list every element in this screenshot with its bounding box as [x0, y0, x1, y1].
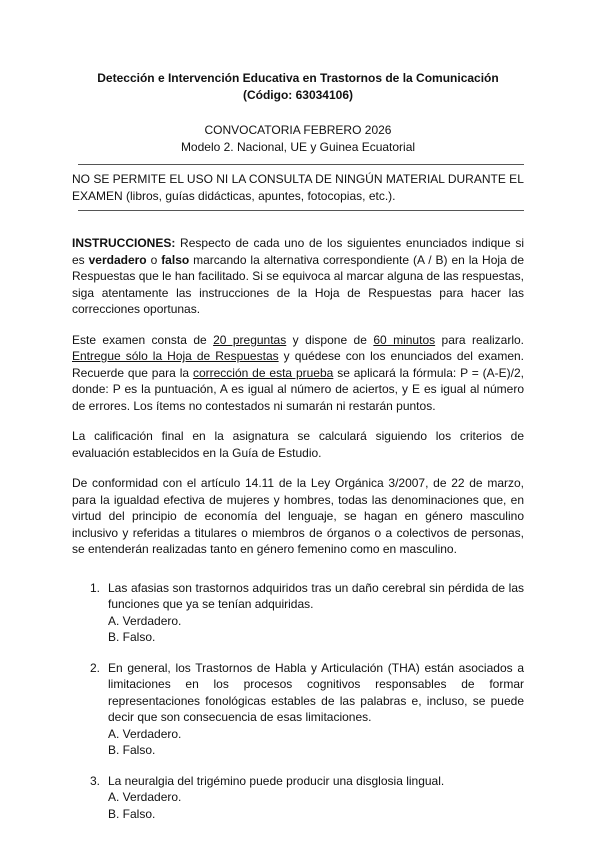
modelo-text: Modelo 2. Nacional, UE y Guinea Ecuatorial [180, 140, 416, 154]
exam-info-text-4: y quédese con los enunciados del examen. Recuerde que para la [72, 349, 525, 380]
question-item [90, 580, 524, 646]
instructions-text-1: Respecto de cada uno de los siguientes enunciados indique si es [72, 236, 524, 267]
correction-note: corrección de esta prueba [192, 365, 334, 380]
verdadero-word: verdadero [88, 252, 147, 267]
question-number: 2. [90, 660, 101, 675]
question-number: 1. [90, 580, 101, 595]
falso-word: falso [161, 252, 190, 267]
instructions-text-2: o [146, 252, 162, 267]
exam-info-text-5: se aplicará la fórmula: P = (A-E)/2, donde: P es la puntuación, A es igual al número de aciertos, y E es igual al número de errores. Los ítems no contestados ni sumarán ni restarán puntos. [72, 365, 525, 413]
option-b: B. Falso. [108, 743, 156, 757]
convocatoria-text: CONVOCATORIA FEBRERO 2026 [204, 123, 392, 137]
exam-title [72, 70, 524, 104]
question-text: La neuralgia del trigémino puede producir una disglosia lingual. [108, 773, 445, 788]
course-code: (Código: 63034106) [242, 88, 354, 102]
question-body [108, 773, 524, 823]
option-b: B. Falso. [108, 630, 156, 644]
exam-info-text-1: Este examen consta de [72, 332, 214, 347]
question-text: En general, los Trastornos de Habla y Articulación (THA) están asociados a limitaciones en los procesos cognitivos responsables de formar representaciones fonológicas estables de las palabras e, incluso, se puede decir que son consecuencia de esas limitaciones. [108, 660, 524, 724]
grading-paragraph: La calificación final en la asignatura se calculará siguiendo los criterios de evaluación establecidos en la Guía de Estudio. [72, 429, 524, 460]
exam-info-text-3: para realizarlo. [435, 332, 525, 347]
legal-paragraph: De conformidad con el artículo 14.11 de la Ley Orgánica 3/2007, de 22 de marzo, para la igualdad efectiva de mujeres y hombres, todas las denominaciones que, en virtud del principio de economía del lenguaje, se hagan en género masculino inclusivo y referidas a titulares o miembros de órganos o a colectivos de personas, se entenderán realizadas tanto en género femenino como en masculino. [72, 476, 524, 556]
question-item [90, 660, 524, 759]
option-b: B. Falso. [108, 806, 156, 821]
exam-info-paragraph [72, 332, 524, 415]
question-item [90, 773, 524, 823]
question-body [108, 580, 524, 646]
instructions-paragraph [72, 235, 524, 318]
divider-bottom [78, 210, 524, 211]
question-count: 20 preguntas [213, 332, 287, 347]
option-a: A. Verdadero. [108, 726, 182, 741]
course-title: Detección e Intervención Educativa en Trastornos de la Comunicación [97, 71, 499, 85]
option-a: A. Verdadero. [108, 613, 182, 628]
exam-info-text-2: y dispone de [286, 332, 374, 347]
divider-top [78, 164, 524, 165]
time-limit: 60 minutos [373, 332, 436, 347]
question-text: Las afasias son trastornos adquiridos tras un daño cerebral sin pérdida de las funciones que ya se tenían adquiridas. [108, 580, 524, 611]
option-a: A. Verdadero. [108, 790, 182, 804]
question-list [72, 580, 524, 823]
exam-session [72, 122, 524, 156]
instructions-label: INSTRUCCIONES: [72, 236, 176, 250]
instructions-text-3: marcando la alternativa correspondiente (A / B) en la Hoja de Respuestas que le han facilitado. Si se equivoca al marcar alguna de las respuestas, siga atentamente las instrucciones de la Hoja de Respuestas para hacer las correcciones oportunas. [72, 252, 524, 316]
submit-answer-sheet-note: Entregue sólo la Hoja de Respuestas [72, 349, 279, 363]
materials-warning: NO SE PERMITE EL USO NI LA CONSULTA DE NINGÚN MATERIAL DURANTE EL EXAMEN (libros, guías didácticas, apuntes, fotocopias, etc.). [72, 172, 524, 203]
question-body [108, 660, 524, 759]
question-number: 3. [90, 773, 101, 788]
